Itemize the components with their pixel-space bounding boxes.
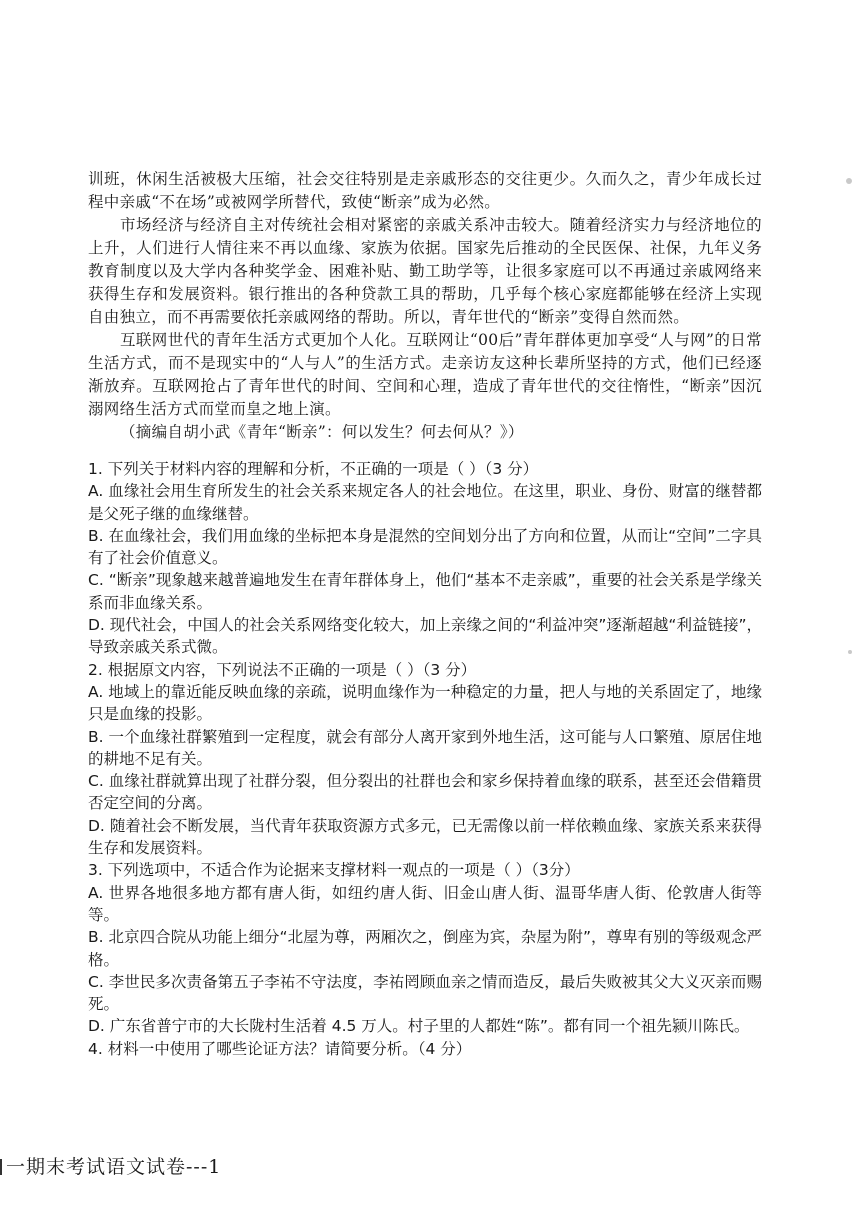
- question-1-option-a: A. 血缘社会用生育所发生的社会关系来规定各人的社会地位。在这里，职业、身份、财富的继替都是父死子继的血缘继替。: [88, 482, 762, 523]
- question-4-stem: 4. 材料一中使用了哪些论证方法？请简要分析。（4 分）: [88, 1039, 472, 1058]
- footer-text: 一期末考试语文试卷---1: [6, 1156, 222, 1178]
- question-2-option-b: B. 一个血缘社群繁殖到一定程度，就会有部分人离开家到外地生活，这可能与人口繁殖、原居住地的耕地不足有关。: [88, 727, 762, 768]
- passage-source: （摘编自胡小武《青年“断亲”：何以发生？何去何从？》）: [120, 423, 524, 441]
- question-2-option-c: C. 血缘社群就算出现了社群分裂，但分裂出的社群也会和家乡保持着血缘的联系，甚至还会借籍贯否定空间的分离。: [88, 772, 762, 813]
- scan-smudge: [846, 178, 852, 184]
- reading-passage: [88, 168, 762, 444]
- question-1-option-b: B. 在血缘社会，我们用血缘的坐标把本身是混然的空间划分出了方向和位置，从而让“空间”二字具有了社会价值意义。: [88, 526, 762, 568]
- question-2-stem: 2. 根据原文内容，下列说法不正确的一项是（ ）（3 分）: [88, 660, 477, 679]
- passage-paragraph: 互联网世代的青年生活方式更加个人化。互联网让“00后”青年群体更加享受“人与网”的日常生活方式，而不是现实中的“人与人”的生活方式。走亲访友这种长辈所坚持的方式，他们已经逐渐放弃。互联网抢占了青年世代的时间、空间和心理，造成了青年世代的交往惰性，“断亲”因沉溺网络生活方式而堂而皇之地上演。: [88, 331, 762, 418]
- page-footer: [0, 1152, 221, 1179]
- passage-paragraph: 训班，休闲生活被极大压缩，社会交往特别是走亲戚形态的交往更少。久而久之，青少年成长过程中亲戚“不在场”或被网学所替代，致使“断亲”成为必然。: [88, 170, 762, 211]
- question-3-option-d: D. 广东省普宁市的大长陇村生活着 4.5 万人。村子里的人都姓“陈”。都有同一个祖先颍川陈氏。: [88, 1017, 750, 1036]
- question-list: [88, 458, 762, 1060]
- passage-paragraph: 市场经济与经济自主对传统社会相对紧密的亲戚关系冲击较大。随着经济实力与经济地位的上升，人们进行人情往来不再以血缘、家族为依据。国家先后推动的全民医保、社保，九年义务教育制度以及大学内各种奖学金、困难补贴、勤工助学等，让很多家庭可以不再通过亲戚网络来获得生存和发展资料。银行推出的各种贷款工具的帮助，几乎每个核心家庭都能够在经济上实现自由独立，而不再需要依托亲戚网络的帮助。所以，青年世代的“断亲”变得自然而然。: [88, 216, 762, 326]
- question-2-option-a: A. 地域上的靠近能反映血缘的亲疏，说明血缘作为一种稳定的力量，把人与地的关系固定了，地缘只是血缘的投影。: [88, 682, 762, 724]
- question-3-option-a: A. 世界各地很多地方都有唐人街，如纽约唐人街、旧金山唐人街、温哥华唐人街、伦敦唐人街等等。: [88, 883, 762, 924]
- question-1-option-c: C. “断亲”现象越来越普遍地发生在青年群体身上，他们“基本不走亲戚”，重要的社会关系是学缘关系而非血缘关系。: [88, 571, 762, 612]
- question-3-option-b: B. 北京四合院从功能上细分“北屋为尊，两厢次之，倒座为宾，杂屋为附”，尊卑有别的等级观念严格。: [88, 928, 762, 969]
- question-1-stem: 1. 下列关于材料内容的理解和分析，不正确的一项是（ ）（3 分）: [88, 460, 539, 478]
- question-3-stem: 3. 下列选项中，不适合作为论据来支撑材料一观点的一项是（ ）（3分）: [88, 861, 580, 880]
- question-2-option-d: D. 随着社会不断发展，当代青年获取资源方式多元，已无需像以前一样依赖血缘、家族关系来获得生存和发展资料。: [88, 816, 762, 858]
- footer-divider: [0, 1159, 2, 1175]
- question-3-option-c: C. 李世民多次责备第五子李祐不守法度，李祐罔顾血亲之情而造反，最后失败被其父大义灭亲而赐死。: [88, 972, 762, 1014]
- scan-smudge: [848, 650, 852, 654]
- question-1-option-d: D. 现代社会，中国人的社会关系网络变化较大，加上亲缘之间的“利益冲突”逐渐超越“利益链接”，导致亲戚关系式微。: [88, 616, 762, 657]
